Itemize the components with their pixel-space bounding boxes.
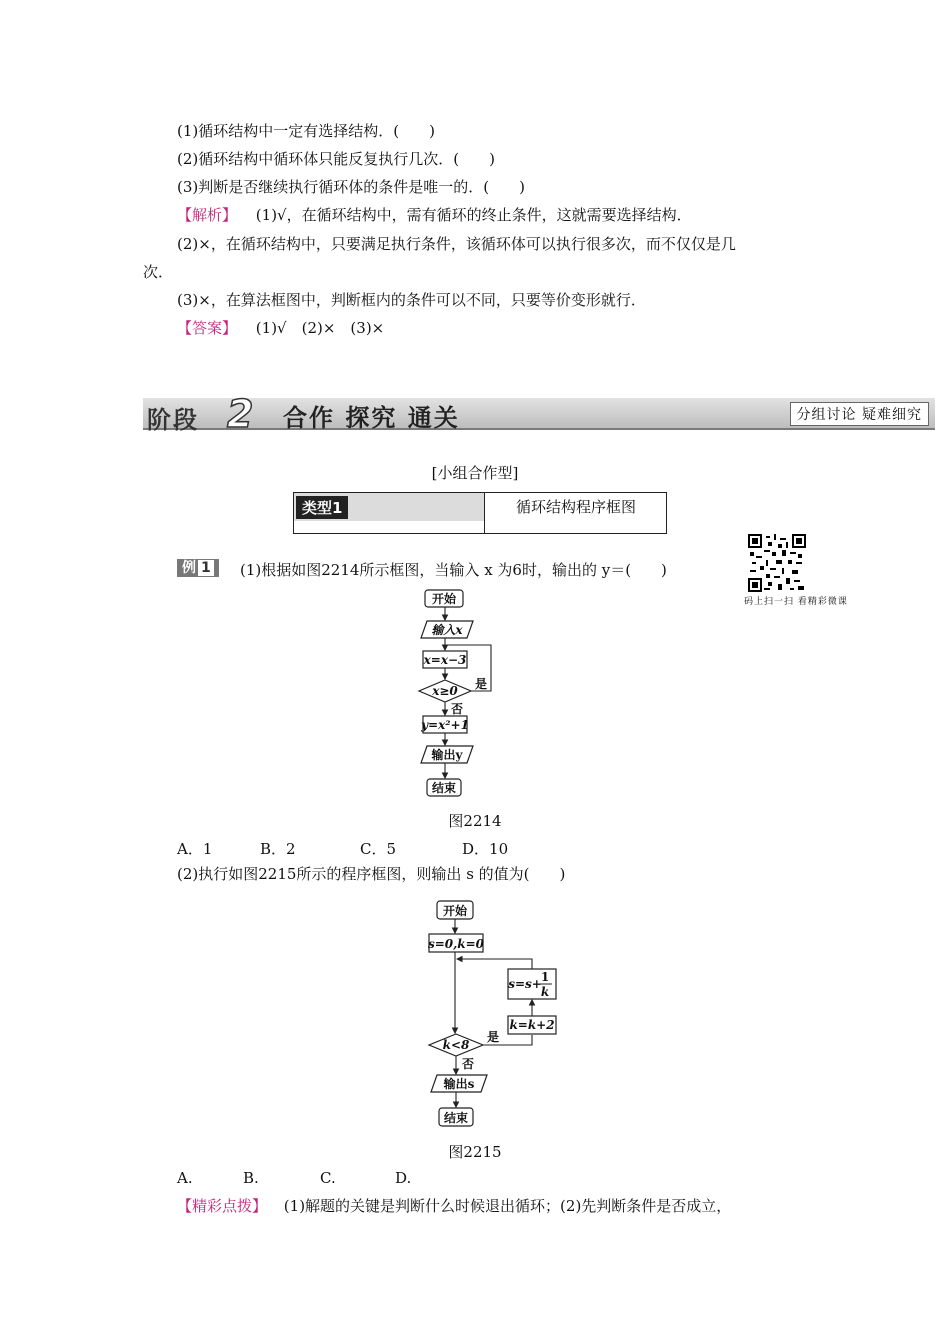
- answer-tag: 【答案】: [177, 319, 238, 337]
- figure-caption-2215: 图2215: [448, 1143, 502, 1161]
- flowchart-2214: [405, 588, 515, 803]
- flow2-start-text: 开始: [442, 904, 468, 918]
- type-label: 类型1: [296, 496, 348, 519]
- example-question-1: (1)根据如图2214所示框图，当输入 x 为6时，输出的 y＝( ): [240, 561, 667, 579]
- tips-tag: 【精彩点拨】: [177, 1197, 268, 1215]
- question-1: (1)循环结构中一定有选择结构．( ): [177, 122, 435, 140]
- option-1a: A．1: [177, 840, 213, 858]
- analysis-line-3: (3)×，在算法框图中，判断框内的条件可以不同，只要等价变形就行．: [177, 291, 646, 309]
- flow2-init-text: s=0,k=0: [427, 937, 485, 951]
- flow1-output-text: 输出y: [431, 748, 463, 762]
- analysis-line-1: [177, 205, 692, 225]
- flow2-sum-numerator: 1: [540, 970, 550, 984]
- example-tag: 例: [182, 560, 196, 576]
- option-1b: B．2: [260, 840, 296, 858]
- flowchart-2215: [425, 898, 565, 1133]
- banner-title: 合作 探究 通关: [283, 404, 460, 432]
- flow2-sum-denominator: k: [540, 985, 550, 999]
- group-label: [小组合作型]: [431, 464, 519, 482]
- option-2a: A.: [177, 1169, 193, 1187]
- analysis-line-2b: 次．: [143, 263, 174, 281]
- type-box-left: [294, 493, 484, 521]
- qr-code-icon[interactable]: [748, 534, 806, 592]
- example-badge: [177, 559, 219, 577]
- flow1-assign-text: x=x−3: [423, 653, 467, 667]
- flow1-end-text: 结束: [431, 781, 457, 795]
- option-2d: D.: [395, 1169, 412, 1187]
- flow2-cond-text: k<8: [442, 1038, 470, 1052]
- flow1-yes-label: 是: [475, 677, 488, 691]
- flow2-end-text: 结束: [443, 1111, 469, 1125]
- flow1-no-label: 否: [451, 702, 464, 716]
- type-box: [293, 492, 667, 534]
- flow1-calc-text: y=x²+1: [421, 718, 469, 732]
- question-3: (3)判断是否继续执行循环体的条件是唯一的．( ): [177, 178, 525, 196]
- option-1c: C．5: [360, 840, 397, 858]
- option-2c: C.: [320, 1169, 336, 1187]
- example-question-2: (2)执行如图2215所示的程序框图，则输出 s 的值为( ): [177, 865, 566, 883]
- example-number: 1: [198, 560, 214, 576]
- answer-line: [177, 318, 384, 338]
- flow2-inc-text: k=k+2: [509, 1018, 555, 1032]
- flow2-sum-text: s=s+: [508, 977, 542, 991]
- question-2: (2)循环结构中循环体只能反复执行几次．( ): [177, 150, 495, 168]
- figure-caption-2214: 图2214: [448, 812, 502, 830]
- flow2-no-label: 否: [462, 1057, 475, 1071]
- flow1-cond-text: x≥0: [432, 684, 458, 698]
- banner-stage-number: 2: [227, 392, 254, 436]
- banner-subtitle: 分组讨论 疑难细究: [790, 402, 929, 426]
- analysis-line-2: (2)×，在循环结构中，只要满足执行条件，该循环体可以执行很多次，而不仅仅是几: [177, 235, 736, 253]
- answer-text: (1)√ (2)× (3)×: [255, 319, 385, 337]
- qr-caption: 码上扫一扫 看精彩微课: [744, 597, 848, 607]
- option-2b: B.: [243, 1169, 259, 1187]
- flow2-yes-label: 是: [487, 1030, 500, 1044]
- analysis-text-1: (1)√，在循环结构中，需有循环的终止条件，这就需要选择结构．: [255, 206, 692, 224]
- flow1-start-text: 开始: [431, 592, 457, 606]
- flow1-input-text: 输入x: [431, 623, 463, 637]
- option-1d: D．10: [462, 840, 509, 858]
- analysis-tag: 【解析】: [177, 206, 238, 224]
- tips-line: [177, 1196, 731, 1216]
- banner-stage-label: 阶段: [147, 406, 199, 434]
- stage-banner: [143, 392, 935, 434]
- tips-text: (1)解题的关键是判断什么时候退出循环；(2)先判断条件是否成立，: [283, 1197, 732, 1215]
- flow2-output-text: 输出s: [443, 1077, 475, 1091]
- type-name: 循环结构程序框图: [484, 493, 667, 533]
